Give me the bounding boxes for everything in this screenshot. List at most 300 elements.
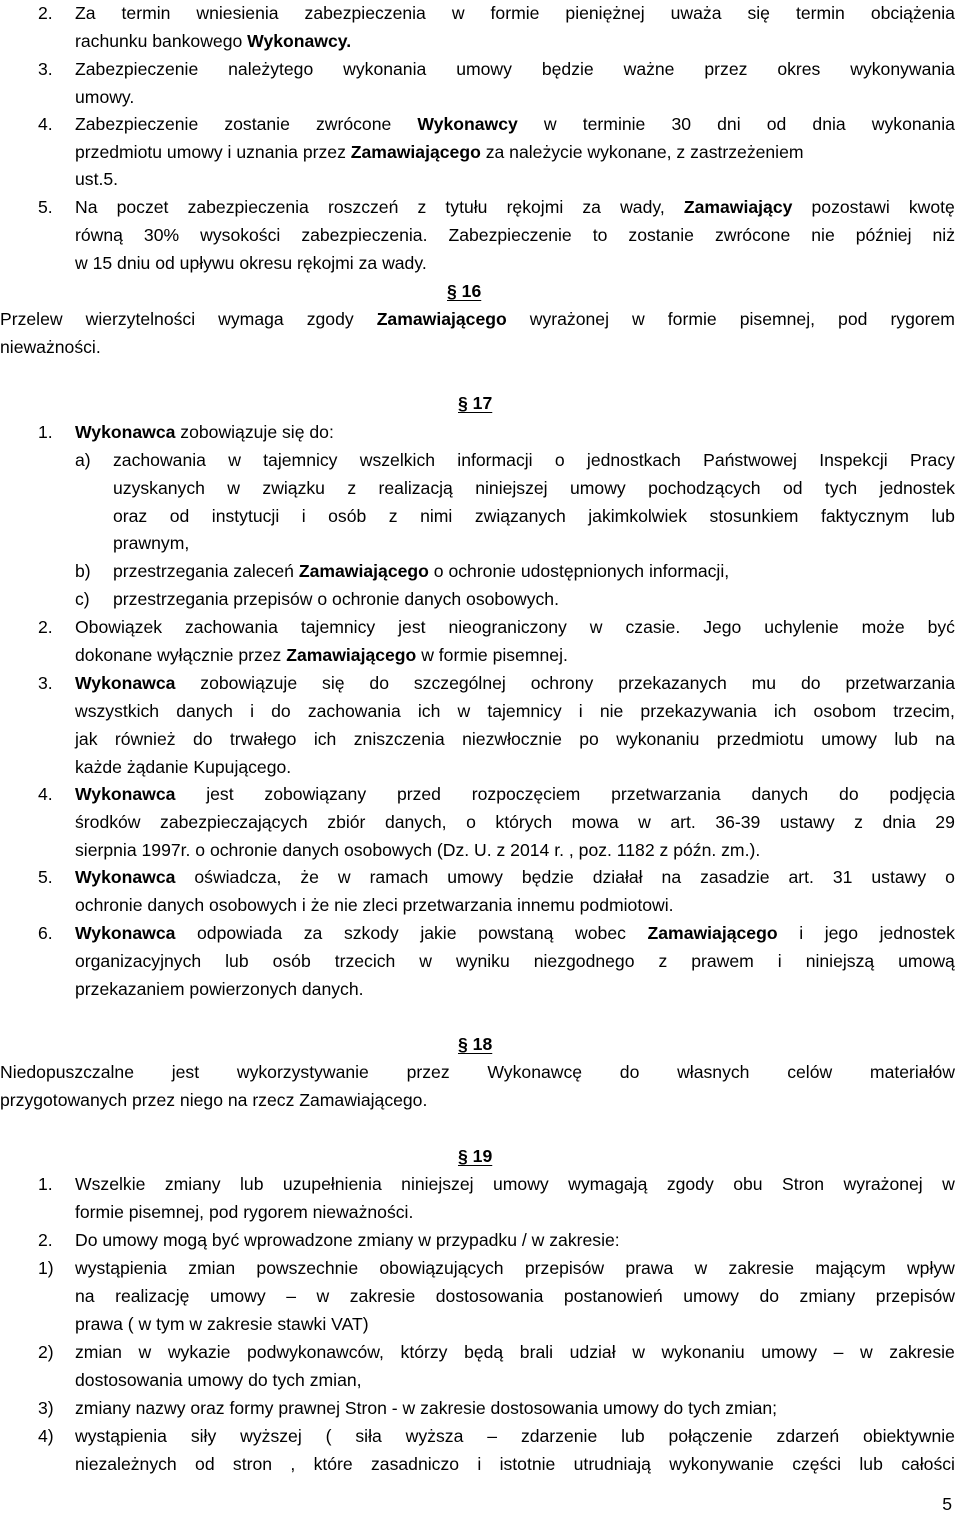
- word: podjęcia: [889, 784, 955, 804]
- word: lub: [240, 1174, 264, 1194]
- word: (: [325, 1426, 332, 1446]
- word: od: [766, 114, 787, 134]
- section-heading: § 16: [447, 281, 482, 301]
- word: i: [250, 701, 254, 721]
- word: kwotę: [908, 197, 955, 217]
- word: powszechnie: [256, 1258, 359, 1278]
- word: działał: [592, 867, 643, 887]
- word: na: [75, 1286, 95, 1306]
- word: zmiany: [164, 1174, 221, 1194]
- word: nie: [811, 225, 835, 245]
- word: ich: [313, 729, 337, 749]
- item-text: formie pisemnej, pod rygorem nieważności.: [75, 1202, 414, 1222]
- word: za: [303, 923, 323, 943]
- sub-item-text: [113, 449, 955, 471]
- word: uchylenie: [764, 617, 839, 637]
- word: z: [388, 506, 398, 526]
- word: związanych: [474, 506, 566, 526]
- item-number: 5.: [38, 197, 53, 217]
- item-text: dostosowania umowy do tych zmian,: [75, 1370, 362, 1390]
- word: niż: [932, 225, 955, 245]
- word: niezgodnego: [533, 951, 635, 971]
- word: siły: [190, 1426, 217, 1446]
- word: wykonaniu: [661, 1342, 745, 1362]
- page-number: 5: [942, 1494, 952, 1514]
- word: zachowania: [113, 450, 206, 470]
- sub-item-text: [113, 477, 955, 499]
- word: materiałów: [869, 1062, 955, 1082]
- word: być: [927, 617, 955, 637]
- word: będzie: [521, 867, 574, 887]
- word: Za: [75, 3, 96, 23]
- word: niniejszej: [401, 1174, 474, 1194]
- item-text: [75, 2, 955, 24]
- word: nimi: [420, 506, 453, 526]
- word: art.: [788, 867, 814, 887]
- paragraph-line: przygotowanych przez niego na rzecz Zamawiającego.: [0, 1090, 428, 1110]
- section-heading: § 19: [458, 1146, 493, 1166]
- word: nie: [599, 701, 624, 721]
- word: ramach: [369, 867, 429, 887]
- word: do: [619, 1062, 640, 1082]
- word: się: [322, 673, 345, 693]
- word: w: [457, 701, 471, 721]
- text-run: rachunku bankowego: [75, 31, 248, 51]
- word: faktycznym: [820, 506, 909, 526]
- item-text: [75, 421, 334, 443]
- word: umowy: [821, 729, 877, 749]
- word: lub: [859, 1454, 883, 1474]
- word: trzecich: [334, 951, 396, 971]
- word: danych,: [384, 812, 447, 832]
- word: przepisów: [875, 1286, 955, 1306]
- word: celów: [787, 1062, 833, 1082]
- word: Państwowej: [703, 450, 797, 470]
- word: niezwłocznie: [462, 729, 562, 749]
- item-text: [75, 700, 955, 722]
- word: uważa: [670, 3, 722, 23]
- word: prawem: [691, 951, 754, 971]
- word: 29: [935, 812, 955, 832]
- word: w: [859, 1342, 873, 1362]
- item-text: [75, 811, 955, 833]
- word: osobom: [813, 701, 877, 721]
- word: później: [855, 225, 912, 245]
- word: od: [782, 478, 803, 498]
- item-number: 1.: [38, 422, 53, 442]
- sub-item-letter: b): [75, 561, 91, 581]
- word: zdarzeń: [776, 1426, 840, 1446]
- text-run: w formie pisemnej.: [416, 645, 568, 665]
- item-number: 4): [38, 1426, 54, 1446]
- word: zabezpieczenia.: [301, 225, 428, 245]
- word: do: [271, 701, 291, 721]
- word: zgody: [666, 1174, 714, 1194]
- word: oświadcza,: [194, 867, 282, 887]
- word: zniszczenia: [353, 729, 445, 749]
- word: danych: [751, 784, 809, 804]
- text-run: przedmiotu umowy i uznania przez: [75, 142, 351, 162]
- word: czasie.: [625, 617, 681, 637]
- word: mającym: [815, 1258, 886, 1278]
- word: lub: [894, 729, 918, 749]
- word: stron: [232, 1454, 273, 1474]
- word: zdarzenie: [520, 1426, 598, 1446]
- word: jakie: [420, 923, 457, 943]
- word: umowy: [683, 1286, 739, 1306]
- item-text: [75, 1285, 955, 1307]
- word: w: [419, 951, 433, 971]
- word: wszelkich: [359, 450, 436, 470]
- word: zobowiązuje: [200, 673, 298, 693]
- item-number: 2.: [38, 617, 53, 637]
- word: brali: [519, 1342, 554, 1362]
- word: zostanie: [224, 114, 290, 134]
- word: wyrażonej: [843, 1174, 923, 1194]
- word: wykonania: [871, 114, 955, 134]
- item-text: [75, 950, 955, 972]
- bold-word: Wykonawcy: [417, 114, 518, 134]
- word: obowiązujących: [379, 1258, 504, 1278]
- item-text: [75, 1173, 955, 1195]
- word: części: [792, 1454, 842, 1474]
- paragraph-line: [0, 1061, 955, 1083]
- word: postanowień: [563, 1286, 663, 1306]
- item-text: [75, 141, 804, 163]
- word: przekazywania: [640, 701, 757, 721]
- word: trwałego: [229, 729, 297, 749]
- word: zachowania: [185, 617, 278, 637]
- word: w: [694, 1258, 708, 1278]
- item-number: 4.: [38, 784, 53, 804]
- word: instytucji: [211, 506, 280, 526]
- word: uzupełnienia: [282, 1174, 382, 1194]
- word: z: [658, 951, 668, 971]
- word: na: [661, 867, 682, 887]
- word: które: [313, 1454, 353, 1474]
- word: tajemnicy: [487, 701, 562, 721]
- word: Wykonawcę: [487, 1062, 583, 1082]
- word: obciążenia: [870, 3, 955, 23]
- word: własnych: [677, 1062, 750, 1082]
- item-text: [75, 783, 955, 805]
- word: wykonaniu: [616, 729, 700, 749]
- word: wierzytelności: [85, 309, 196, 329]
- word: na: [935, 729, 955, 749]
- word: jest: [398, 617, 426, 637]
- section-heading: § 18: [458, 1034, 493, 1054]
- word: jednostkach: [586, 450, 681, 470]
- word: przez: [406, 1062, 450, 1082]
- sub-item-text: [113, 560, 729, 582]
- word: pod: [838, 309, 868, 329]
- word: dnia: [882, 812, 916, 832]
- word: może: [861, 617, 905, 637]
- word: w: [942, 1174, 955, 1194]
- word: ich: [417, 701, 441, 721]
- word: wystąpienia: [75, 1258, 167, 1278]
- word: jego: [824, 923, 858, 943]
- item-text: [75, 1257, 955, 1279]
- word: terminie: [582, 114, 646, 134]
- word: pozostawi: [811, 197, 890, 217]
- word: należytego: [228, 59, 314, 79]
- word: w: [543, 114, 557, 134]
- word: wymaga: [218, 309, 284, 329]
- word: wniesienia: [196, 3, 279, 23]
- word: wyższa: [405, 1426, 464, 1446]
- word: niezależnych: [75, 1454, 177, 1474]
- word: w: [451, 3, 465, 23]
- word: 30: [671, 114, 692, 134]
- word: ustawy: [871, 867, 927, 887]
- word: umowy: [492, 1174, 549, 1194]
- word: od: [195, 1454, 215, 1474]
- word: oraz: [113, 506, 148, 526]
- word: jednostek: [879, 923, 955, 943]
- bold-run: Wykonawca: [75, 422, 176, 442]
- word: umowy: [447, 867, 503, 887]
- word: rozpoczęciem: [471, 784, 581, 804]
- item-text: Do umowy mogą być wprowadzone zmiany w przypadku / w zakresie:: [75, 1230, 620, 1250]
- text-run: o ochronie udostępnionych informacji,: [428, 561, 730, 581]
- word: w: [632, 1342, 645, 1362]
- word: Jego: [703, 617, 742, 637]
- bold-word: Wykonawca: [75, 923, 176, 943]
- word: mowa: [571, 812, 619, 832]
- word: zakresie: [349, 1286, 416, 1306]
- item-text: sierpnia 1997r. o ochronie danych osobowych (Dz. U. z 2014 r. , poz. 1182 z późn. zm.).: [75, 840, 761, 860]
- item-text: prawa ( w tym w zakresie stawki VAT): [75, 1314, 369, 1334]
- bold-word: Zamawiający: [683, 197, 793, 217]
- word: istotnie: [499, 1454, 556, 1474]
- item-number: 4.: [38, 114, 53, 134]
- word: tajemnicy: [300, 617, 376, 637]
- item-text: [75, 58, 955, 80]
- word: w: [638, 812, 651, 832]
- item-text: [75, 1453, 955, 1475]
- word: art.: [670, 812, 696, 832]
- word: Inspekcji: [819, 450, 888, 470]
- item-number: 1): [38, 1258, 54, 1278]
- word: przedmiotu: [716, 729, 804, 749]
- word: za: [582, 197, 601, 217]
- text-run: dokonane wyłącznie przez: [75, 645, 287, 665]
- word: umowy: [456, 59, 512, 79]
- word: odpowiada: [197, 923, 283, 943]
- word: powstaną: [478, 923, 554, 943]
- word: o: [554, 450, 565, 470]
- word: termin: [795, 3, 845, 23]
- word: obu: [733, 1174, 763, 1194]
- word: i: [477, 1454, 482, 1474]
- word: obiektywnie: [863, 1426, 955, 1446]
- word: Przelew: [0, 309, 63, 329]
- word: 36-39: [715, 812, 761, 832]
- word: osób: [272, 951, 311, 971]
- text-run: w 15 dniu od upływu okresu rękojmi za wady.: [75, 253, 427, 273]
- word: z: [854, 812, 863, 832]
- word: w: [589, 617, 603, 637]
- word: przetwarzania: [845, 673, 955, 693]
- word: Zabezpieczenie: [75, 114, 199, 134]
- word: wyrażonej: [529, 309, 609, 329]
- word: zakresie: [728, 1258, 795, 1278]
- sub-item-text: przestrzegania przepisów o ochronie danych osobowych.: [113, 589, 559, 609]
- word: do: [759, 1286, 780, 1306]
- word: prawa: [625, 1258, 674, 1278]
- word: zachowania: [307, 701, 401, 721]
- word: Niedopuszczalne: [0, 1062, 134, 1082]
- paragraph-line: nieważności.: [0, 337, 101, 357]
- word: pochodzących: [648, 478, 761, 498]
- word: będą: [464, 1342, 504, 1362]
- word: formie: [490, 3, 540, 23]
- word: również: [114, 729, 176, 749]
- item-text: [75, 113, 955, 135]
- item-number: 3.: [38, 673, 53, 693]
- item-text: ochronie danych osobowych i że nie zleci przetwarzania innemu podmiotowi.: [75, 895, 674, 915]
- word: Stron: [782, 1174, 825, 1194]
- word: realizacją: [378, 478, 453, 498]
- item-text: [75, 1341, 955, 1363]
- word: udział: [569, 1342, 616, 1362]
- sub-item-letter: a): [75, 450, 91, 470]
- word: ważne: [623, 59, 675, 79]
- word: lub: [621, 1426, 645, 1446]
- word: związku: [262, 478, 325, 498]
- word: podwykonawców,: [247, 1342, 384, 1362]
- word: mu: [751, 673, 777, 693]
- word: Zabezpieczenie: [75, 59, 199, 79]
- item-text: [75, 728, 955, 750]
- word: informacji: [457, 450, 533, 470]
- word: wykonywania: [850, 59, 955, 79]
- word: w: [227, 478, 241, 498]
- word: utrudniają: [573, 1454, 651, 1474]
- word: –: [833, 1342, 844, 1362]
- word: zmian: [75, 1342, 122, 1362]
- paragraph-line: [0, 308, 955, 330]
- item-text: [75, 866, 955, 888]
- word: lub: [931, 506, 955, 526]
- text-run: zobowiązuje się do:: [175, 422, 334, 442]
- word: –: [286, 1286, 296, 1306]
- word: ustawy: [779, 812, 835, 832]
- word: zwrócone: [315, 114, 392, 134]
- sub-item-text: [113, 505, 955, 527]
- word: jak: [75, 729, 98, 749]
- word: formie: [667, 309, 717, 329]
- word: –: [487, 1426, 498, 1446]
- item-text: [75, 922, 955, 944]
- word: Zabezpieczenie: [448, 225, 572, 245]
- item-text: zmiany nazwy oraz formy prawnej Stron - w zakresie dostosowania umowy do tych zmian;: [75, 1398, 778, 1418]
- item-text: [75, 224, 955, 246]
- word: ochrony: [530, 673, 594, 693]
- word: wymagają: [568, 1174, 648, 1194]
- word: całości: [901, 1454, 955, 1474]
- text-run: za należycie wykonane, z zastrzeżeniem: [480, 142, 804, 162]
- sub-item-text: prawnym,: [113, 533, 190, 553]
- word: szkody: [343, 923, 399, 943]
- word: że: [300, 867, 319, 887]
- word: tych: [824, 478, 858, 498]
- word: i: [301, 506, 306, 526]
- item-number: 1.: [38, 1174, 53, 1194]
- word: zobowiązany: [264, 784, 367, 804]
- word: niniejszą: [805, 951, 875, 971]
- word: zabezpieczenia: [304, 3, 426, 23]
- word: jest: [171, 1062, 200, 1082]
- item-number: 2.: [38, 1230, 53, 1250]
- word: okres: [777, 59, 821, 79]
- word: w: [632, 309, 645, 329]
- word: będzie: [541, 59, 594, 79]
- word: rygorem: [890, 309, 955, 329]
- word: w: [228, 450, 241, 470]
- word: zmiany: [799, 1286, 856, 1306]
- word: jakimkolwiek: [588, 506, 687, 526]
- word: od: [169, 506, 190, 526]
- word: do: [800, 673, 821, 693]
- bold-word: Zamawiającego: [376, 309, 507, 329]
- word: do: [369, 673, 389, 693]
- word: wszystkich: [75, 701, 160, 721]
- word: środków: [75, 812, 141, 832]
- word: danych: [176, 701, 233, 721]
- item-number: 2): [38, 1342, 54, 1362]
- word: poczet: [116, 197, 169, 217]
- word: zgody: [306, 309, 354, 329]
- word: zmian: [188, 1258, 236, 1278]
- word: się: [747, 3, 770, 23]
- word: w: [138, 1342, 152, 1362]
- item-text: [75, 252, 427, 274]
- item-number: 6.: [38, 923, 53, 943]
- word: osób: [328, 506, 367, 526]
- word: wady,: [620, 197, 665, 217]
- word: przetwarzania: [611, 784, 721, 804]
- word: zbiór: [327, 812, 366, 832]
- word: organizacyjnych: [75, 951, 202, 971]
- word: do: [839, 784, 859, 804]
- word: szczególnej: [413, 673, 506, 693]
- word: wyższej: [240, 1426, 302, 1446]
- item-text: [75, 196, 955, 218]
- word: zwrócone: [714, 225, 791, 245]
- bold-word: Wykonawca: [75, 784, 176, 804]
- word: i: [578, 701, 583, 721]
- bold-run: Zamawiającego: [286, 645, 417, 665]
- word: umowy: [569, 478, 626, 498]
- word: o: [466, 812, 476, 832]
- item-text: każde żądanie Kupującego.: [75, 757, 292, 777]
- word: przepisów: [524, 1258, 605, 1278]
- word: trzecim,: [893, 701, 955, 721]
- bold-word: Wykonawca: [75, 673, 176, 693]
- word: wystąpienia: [75, 1426, 167, 1446]
- word: wykazie: [167, 1342, 231, 1362]
- word: w: [337, 867, 351, 887]
- word: zabezpieczających: [160, 812, 308, 832]
- word: którzy: [400, 1342, 448, 1362]
- word: dni: [717, 114, 741, 134]
- word: 31: [832, 867, 853, 887]
- word: rękojmi: [506, 197, 564, 217]
- item-text: [75, 644, 568, 666]
- word: jest: [206, 784, 234, 804]
